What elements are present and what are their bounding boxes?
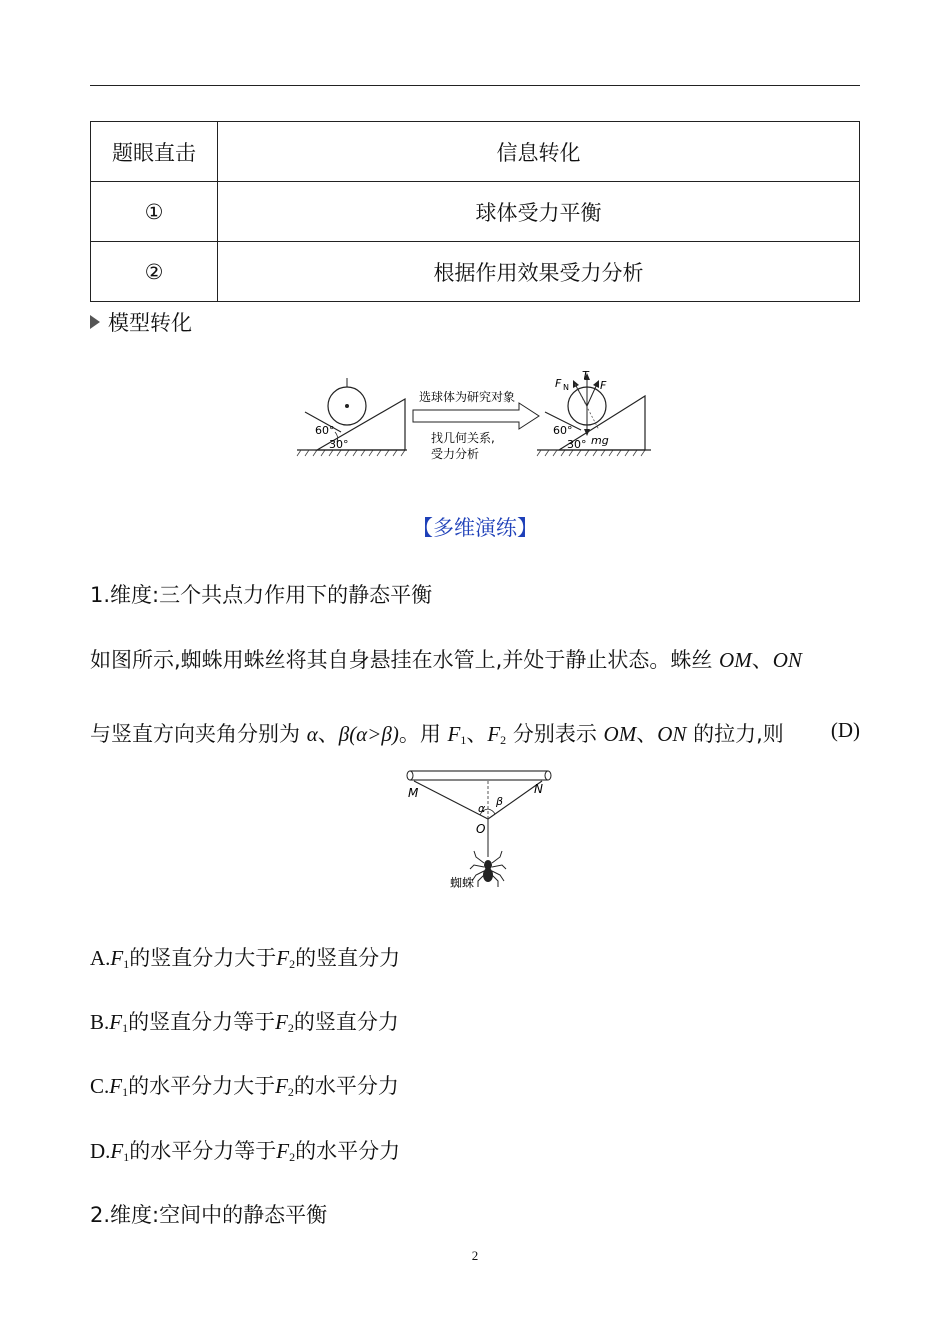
q1-line2-text-c: 分别表示 [506, 722, 604, 746]
table-header-cell: 信息转化 [218, 122, 860, 182]
f1-sub: 1 [123, 957, 130, 971]
transform-arrow [413, 389, 539, 461]
om-label: OM [603, 722, 637, 746]
table-header-cell: 题眼直击 [91, 122, 218, 182]
q1-line1 [90, 644, 802, 674]
alpha-symbol: α [306, 722, 318, 746]
fn-label: F [555, 377, 562, 390]
m-point-label: M [408, 786, 419, 800]
arrow-label-top: 选球体为研究对象 [419, 390, 516, 404]
on-label: ON [772, 648, 802, 672]
option-d[interactable] [90, 1135, 400, 1165]
table-cell-text: 球体受力平衡 [218, 182, 860, 242]
f2-sub: 2 [289, 957, 296, 971]
option-label: B. [90, 1010, 110, 1034]
spider-diagram [400, 765, 560, 895]
table-row [91, 242, 860, 302]
table-cell-mark: ② [91, 242, 218, 302]
separator: 、 [317, 722, 339, 746]
f2-sub: 2 [287, 1085, 294, 1099]
mg-label: mg [591, 434, 609, 447]
f2-symbol: F [276, 1139, 290, 1163]
q1-line2-text-d: 的拉力,则 [686, 722, 784, 746]
f2-symbol: F [487, 722, 501, 746]
page-number: 2 [471, 1248, 479, 1263]
f1-symbol: F [110, 1139, 124, 1163]
left-incline [297, 378, 407, 456]
option-mid: 的水平分力大于 [128, 1074, 276, 1098]
f1-sub: 1 [122, 1085, 129, 1099]
q1-line2 [90, 718, 784, 748]
table-header-row [91, 122, 860, 182]
f2-symbol: F [276, 946, 290, 970]
q1-line1-text: 如图所示,蜘蛛用蛛丝将其自身悬挂在水管上,并处于静止状态。蛛丝 [90, 648, 720, 672]
water-pipe [407, 771, 551, 780]
option-c[interactable] [90, 1070, 399, 1100]
q1-answer: (D) [830, 718, 860, 742]
top-rule [90, 85, 860, 86]
option-end: 的水平分力 [295, 1139, 401, 1163]
option-label: C. [90, 1074, 110, 1098]
f2-symbol: F [275, 1074, 288, 1098]
f1-symbol: F [110, 946, 124, 970]
beta-angle-label: β [496, 795, 504, 808]
option-end: 的竖直分力 [295, 946, 401, 970]
option-mid: 的竖直分力等于 [128, 1010, 276, 1034]
separator: 、 [636, 722, 658, 746]
f1-sub: 1 [122, 1021, 129, 1035]
model-heading-text: 模型转化 [108, 311, 192, 335]
f1-symbol: F [109, 1010, 123, 1034]
q1-line2-text-b: 。用 [398, 722, 448, 746]
f1-symbol: F [109, 1074, 123, 1098]
info-table [90, 121, 860, 302]
separator: 、 [751, 648, 773, 672]
f2-symbol: F [275, 1010, 288, 1034]
table-cell-text: 根据作用效果受力分析 [218, 242, 860, 302]
option-end: 的竖直分力 [293, 1010, 399, 1034]
triangle-bullet-icon [90, 315, 100, 329]
om-label: OM [719, 648, 752, 672]
f2-sub: 2 [500, 733, 507, 747]
alpha-gt-beta: (α>β) [349, 722, 399, 746]
section-title: 【多维演练】 [412, 516, 538, 540]
table-cell-mark: ① [91, 182, 218, 242]
spider-label: 蜘蛛 [450, 876, 475, 890]
angle-60-label-right: 60° [553, 424, 573, 437]
on-label: ON [657, 722, 687, 746]
f1-sub: 1 [460, 733, 467, 747]
alpha-angle-label: α [478, 802, 486, 815]
option-a[interactable] [90, 942, 400, 972]
arrow-label-bottom-2: 受力分析 [431, 447, 480, 461]
model-diagram [295, 368, 655, 464]
angle-30-label: 30° [329, 438, 349, 451]
q2-title: 2.维度:空间中的静态平衡 [90, 1203, 328, 1227]
right-incline [537, 369, 651, 456]
table-row [91, 182, 860, 242]
q1-title: 1.维度:三个共点力作用下的静态平衡 [90, 583, 433, 607]
arrow-label-bottom-1: 找几何关系, [431, 431, 495, 445]
n-point-label: N [534, 782, 543, 796]
angle-60-label: 60° [315, 424, 335, 437]
f1-sub: 1 [123, 1150, 130, 1164]
f2-sub: 2 [289, 1150, 296, 1164]
angle-30-label-right: 30° [567, 438, 587, 451]
option-mid: 的水平分力等于 [129, 1139, 277, 1163]
option-b[interactable] [90, 1006, 399, 1036]
o-point-label: O [476, 822, 486, 836]
option-mid: 的竖直分力大于 [129, 946, 277, 970]
option-label: D. [90, 1139, 111, 1163]
f-label: F [600, 379, 607, 392]
f2-sub: 2 [287, 1021, 294, 1035]
separator: 、 [466, 722, 488, 746]
beta-symbol: β [338, 722, 350, 746]
option-label: A. [90, 946, 111, 970]
q1-line2-text: 与竖直方向夹角分别为 [90, 722, 307, 746]
option-end: 的水平分力 [293, 1074, 399, 1098]
t-label: T [582, 369, 589, 382]
f1-symbol: F [447, 722, 461, 746]
fn-sub-label: N [563, 383, 569, 392]
model-heading [90, 307, 192, 337]
